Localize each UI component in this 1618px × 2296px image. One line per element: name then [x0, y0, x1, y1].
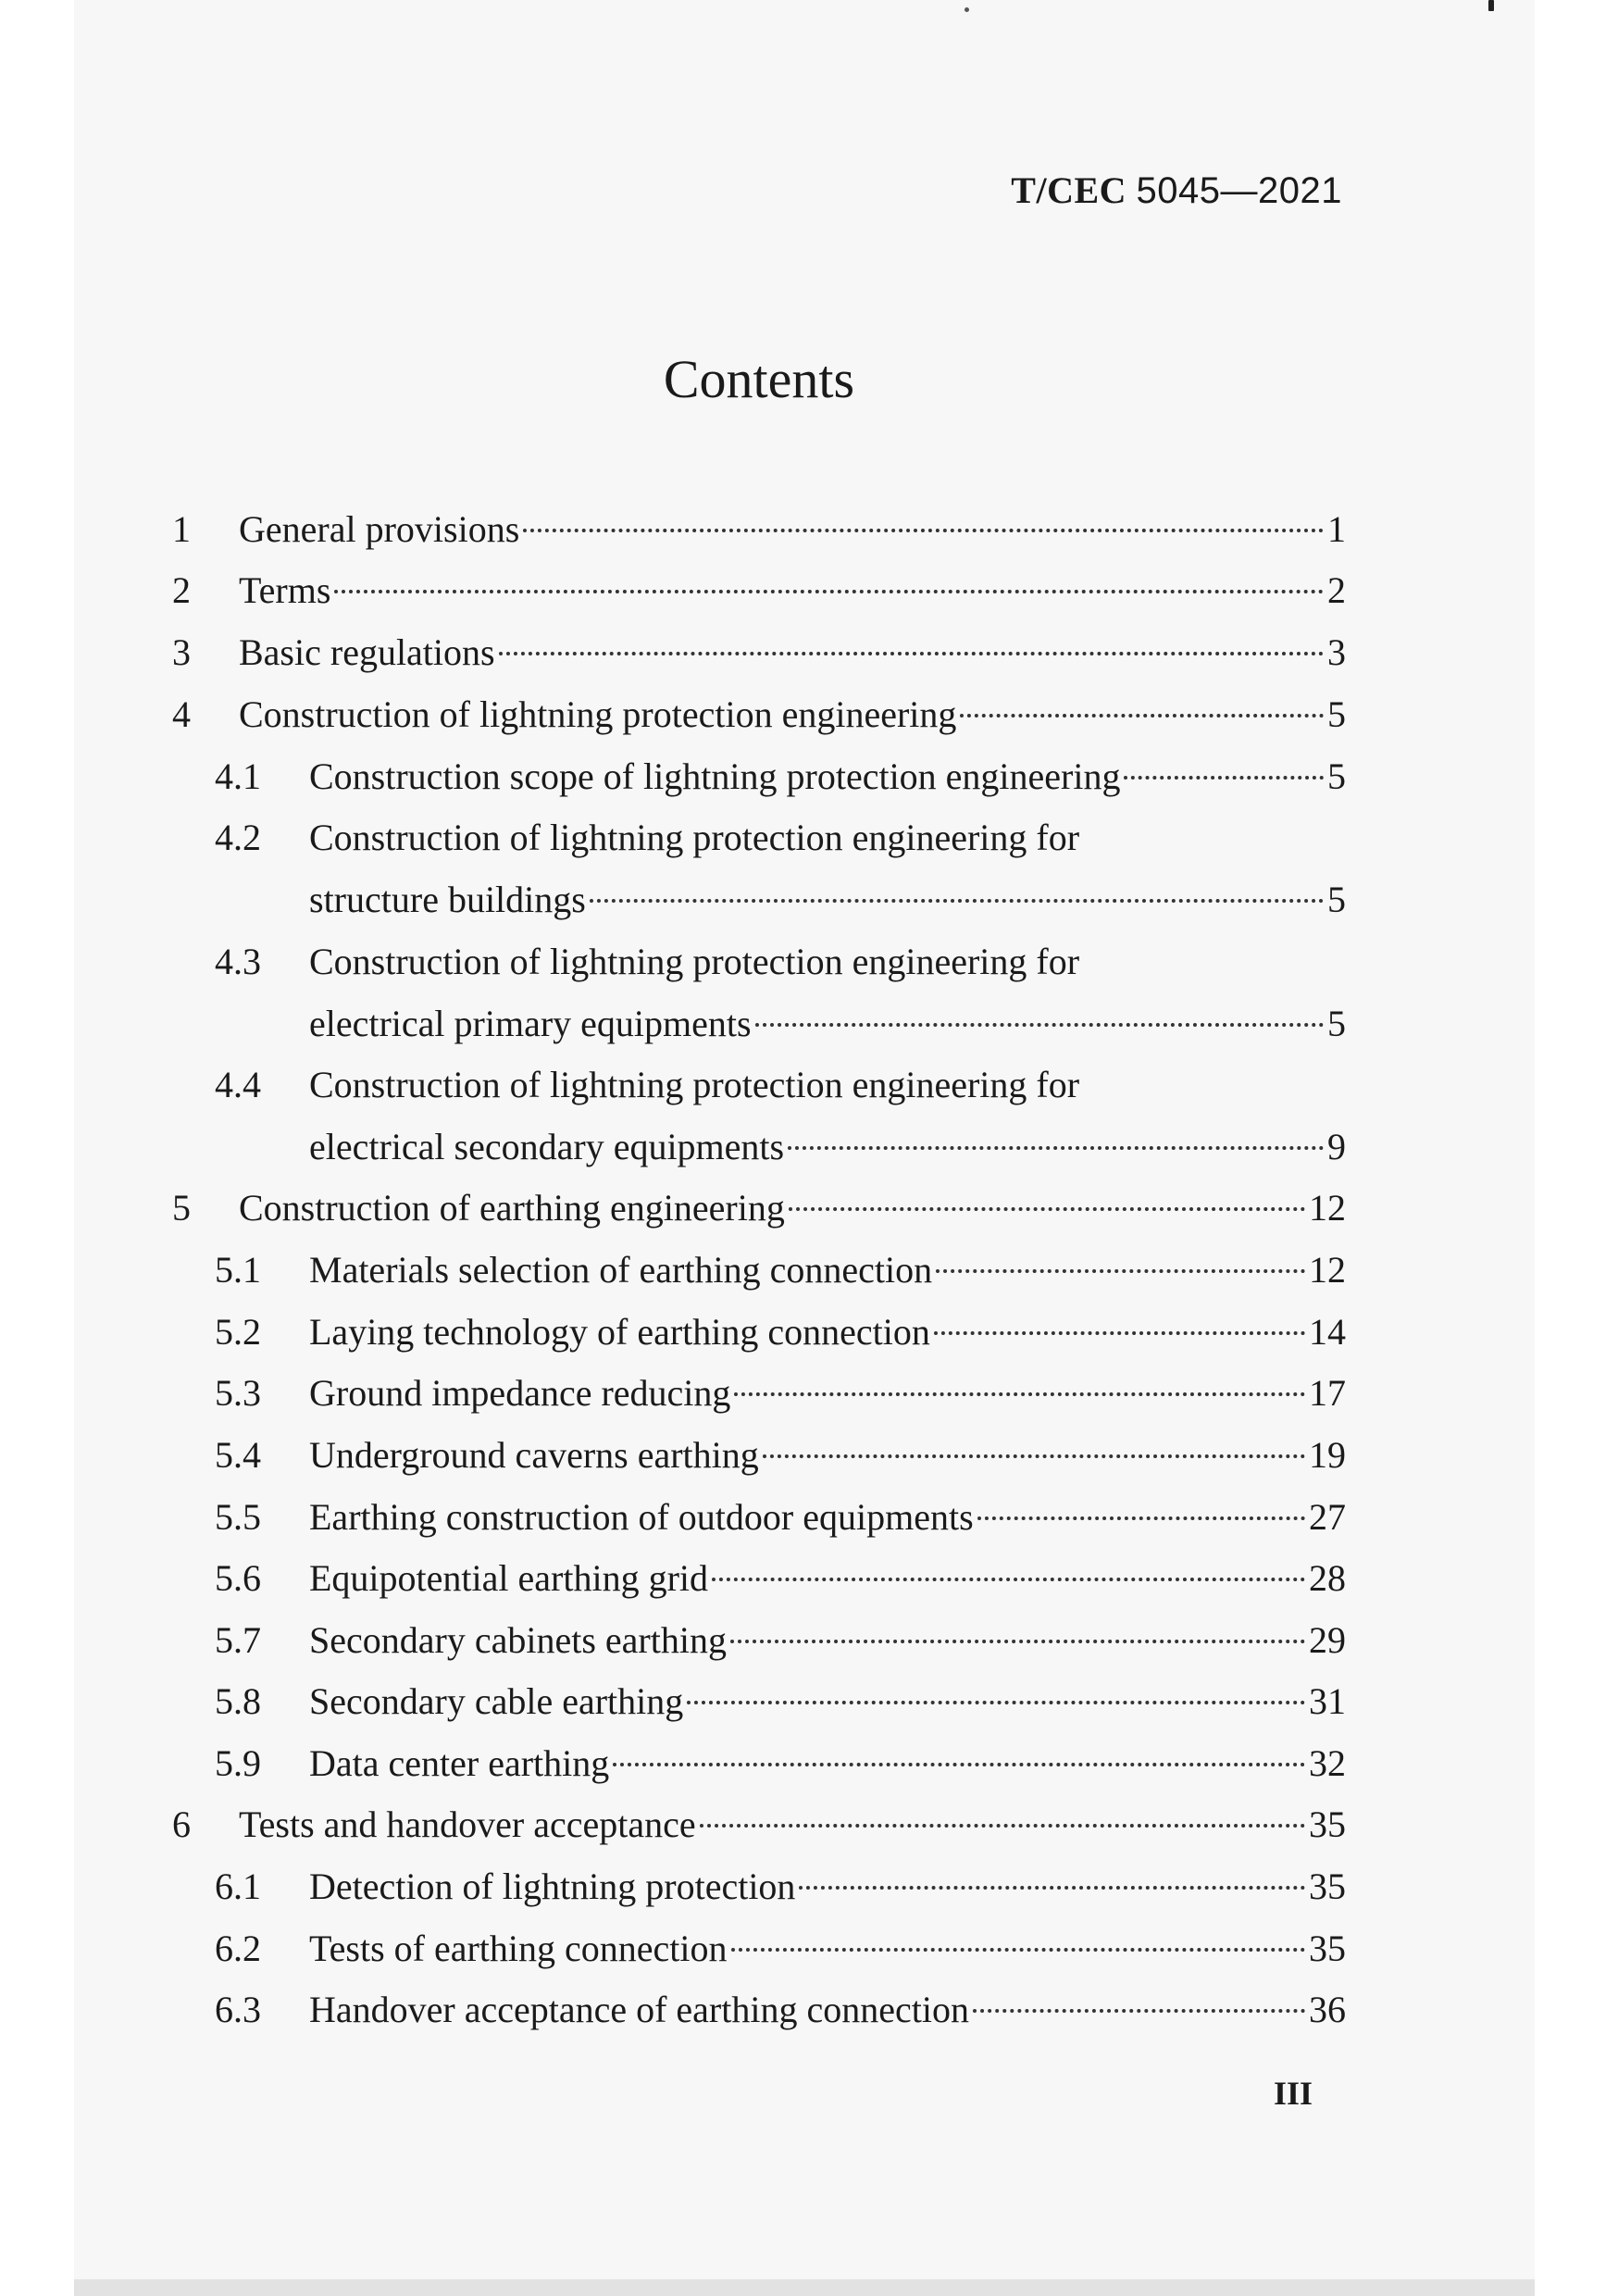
toc-entry-label: Materials selection of earthing connection — [309, 1249, 933, 1291]
toc-entry[interactable] — [215, 1310, 1346, 1356]
toc-entry[interactable] — [172, 1803, 1346, 1849]
toc-entry[interactable] — [215, 755, 1346, 801]
page-margin-right — [1535, 0, 1618, 2296]
toc-entry-label: Data center earthing — [309, 1742, 610, 1784]
toc-entry-number: 5.4 — [215, 1434, 261, 1476]
toc-entry-label: structure buildings — [309, 879, 586, 920]
toc-entry[interactable] — [215, 816, 1346, 862]
toc-entry-label: Laying technology of earthing connection — [309, 1311, 930, 1353]
toc-dot-leader — [936, 1256, 1305, 1273]
toc-dot-leader — [734, 1379, 1305, 1396]
toc-entry-number: 4.4 — [215, 1064, 261, 1105]
toc-entry-number: 6.2 — [215, 1928, 261, 1969]
toc-entry-label: Construction of lightning protection engineering — [239, 693, 957, 735]
toc-entry[interactable] — [215, 1618, 1346, 1665]
toc-entry-label: Tests of earthing connection — [309, 1928, 728, 1969]
toc-entry-number: 5.8 — [215, 1680, 261, 1722]
toc-entry-label: Construction of lightning protection engineering for — [309, 941, 1080, 982]
toc-entry-number: 5.1 — [215, 1249, 261, 1291]
toc-entry-page: 35 — [1309, 1803, 1346, 1845]
toc-entry-label: Handover acceptance of earthing connection — [309, 1989, 969, 2030]
toc-entry-label: Construction of earthing engineering — [239, 1187, 785, 1229]
toc-dot-leader — [613, 1750, 1305, 1766]
toc-entry-label: General provisions — [239, 508, 520, 550]
toc-entry-number: 1 — [172, 508, 191, 550]
toc-entry-continuation[interactable] — [309, 1125, 1346, 1171]
toc-entry-number: 6 — [172, 1803, 191, 1845]
page-title: Contents — [663, 349, 855, 409]
toc-entry-number: 3 — [172, 631, 191, 673]
toc-entry-page: 9 — [1327, 1126, 1346, 1167]
toc-entry-continuation[interactable] — [309, 1002, 1346, 1048]
standard-code — [1011, 168, 1342, 212]
toc-entry[interactable] — [215, 1495, 1346, 1541]
scan-speck — [1488, 0, 1494, 11]
toc-entry[interactable] — [215, 1865, 1346, 1911]
toc-entry-number: 4.1 — [215, 755, 261, 797]
toc-entry-number: 5.7 — [215, 1619, 261, 1661]
toc-dot-leader — [731, 1935, 1305, 1952]
toc-entry-page: 14 — [1309, 1311, 1346, 1353]
toc-dot-leader — [334, 577, 1324, 593]
toc-entry-number: 5.2 — [215, 1311, 261, 1353]
toc-entry-page: 5 — [1327, 693, 1346, 735]
toc-entry-number: 6.1 — [215, 1866, 261, 1907]
toc-entry-page: 35 — [1309, 1866, 1346, 1907]
toc-entry-page: 17 — [1309, 1372, 1346, 1414]
toc-entry[interactable] — [172, 568, 1346, 615]
toc-dot-leader — [523, 516, 1324, 532]
toc-entry[interactable] — [215, 1988, 1346, 2034]
toc-entry-number: 5.6 — [215, 1557, 261, 1599]
toc-entry-number: 6.3 — [215, 1989, 261, 2030]
toc-entry-page: 28 — [1309, 1557, 1346, 1599]
toc-dot-leader — [499, 639, 1324, 655]
toc-entry-label: Construction scope of lightning protection engineering — [309, 755, 1121, 797]
toc-entry-number: 5.3 — [215, 1372, 261, 1414]
toc-entry-page: 19 — [1309, 1434, 1346, 1476]
toc-entry-page: 5 — [1327, 1003, 1346, 1044]
toc-entry[interactable] — [215, 1679, 1346, 1726]
toc-entry[interactable] — [215, 1063, 1346, 1109]
toc-entry[interactable] — [172, 630, 1346, 677]
toc-entry-number: 5 — [172, 1187, 191, 1229]
toc-entry[interactable] — [172, 1186, 1346, 1232]
toc-entry-page: 1 — [1327, 508, 1346, 550]
toc-entry[interactable] — [215, 1927, 1346, 1973]
toc-dot-leader — [934, 1318, 1305, 1335]
toc-dot-leader — [973, 1996, 1305, 2013]
toc-entry-label: Underground caverns earthing — [309, 1434, 759, 1476]
toc-entry[interactable] — [215, 940, 1346, 986]
toc-entry-page: 32 — [1309, 1742, 1346, 1784]
toc-entry[interactable] — [215, 1248, 1346, 1294]
toc-entry-label: Construction of lightning protection engineering for — [309, 1064, 1080, 1105]
toc-entry-number: 2 — [172, 569, 191, 611]
toc-dot-leader — [788, 1133, 1324, 1150]
standard-code-number: 5045—2021 — [1136, 170, 1342, 211]
toc-dot-leader — [763, 1441, 1305, 1458]
toc-entry-page: 29 — [1309, 1619, 1346, 1661]
toc-dot-leader — [799, 1873, 1305, 1890]
toc-entry[interactable] — [215, 1556, 1346, 1603]
page-number: III — [1273, 2075, 1313, 2112]
toc-entry-number: 4.2 — [215, 817, 261, 858]
page-edge-bottom — [74, 2279, 1535, 2296]
toc-dot-leader — [977, 1504, 1305, 1520]
toc-entry-page: 5 — [1327, 879, 1346, 920]
toc-entry-page: 3 — [1327, 631, 1346, 673]
toc-dot-leader — [789, 1194, 1305, 1211]
toc-entry-page: 12 — [1309, 1249, 1346, 1291]
toc-entry-page: 35 — [1309, 1928, 1346, 1969]
toc-dot-leader — [687, 1688, 1305, 1704]
toc-entry-number: 5.5 — [215, 1496, 261, 1538]
toc-entry-page: 31 — [1309, 1680, 1346, 1722]
toc-entry-page: 36 — [1309, 1989, 1346, 2030]
toc-entry-label: Equipotential earthing grid — [309, 1557, 708, 1599]
toc-entry-label: Terms — [239, 569, 331, 611]
toc-entry-label: Detection of lightning protection — [309, 1866, 796, 1907]
toc-dot-leader — [960, 701, 1324, 718]
toc-dot-leader — [755, 1010, 1324, 1027]
toc-entry-label: Construction of lightning protection engineering for — [309, 817, 1080, 858]
toc-entry-number: 5.9 — [215, 1742, 261, 1784]
toc-entry-number: 4 — [172, 693, 191, 735]
toc-entry-label: Ground impedance reducing — [309, 1372, 731, 1414]
standard-code-prefix: T/CEC — [1011, 169, 1137, 211]
toc-entry-number: 4.3 — [215, 941, 261, 982]
toc-dot-leader — [1124, 763, 1324, 780]
toc-entry-label: electrical secondary equipments — [309, 1126, 785, 1167]
toc-dot-leader — [730, 1627, 1305, 1643]
toc-dot-leader — [700, 1811, 1305, 1828]
toc-entry-continuation[interactable] — [309, 878, 1346, 924]
toc-entry-label: Earthing construction of outdoor equipments — [309, 1496, 974, 1538]
toc-entry-label: Basic regulations — [239, 631, 495, 673]
toc-entry-page: 5 — [1327, 755, 1346, 797]
toc-dot-leader — [712, 1565, 1305, 1581]
toc-entry[interactable] — [215, 1433, 1346, 1479]
toc-entry[interactable] — [215, 1741, 1346, 1788]
toc-entry[interactable] — [172, 693, 1346, 739]
toc-entry-label: Secondary cable earthing — [309, 1680, 684, 1722]
toc-entry-page: 12 — [1309, 1187, 1346, 1229]
scan-speck — [965, 7, 969, 12]
toc-entry[interactable] — [215, 1371, 1346, 1417]
toc-entry-page: 27 — [1309, 1496, 1346, 1538]
toc-entry-label: electrical primary equipments — [309, 1003, 752, 1044]
toc-entry-label: Secondary cabinets earthing — [309, 1619, 727, 1661]
toc-entry[interactable] — [172, 507, 1346, 554]
toc-entry-label: Tests and handover acceptance — [239, 1803, 696, 1845]
toc-dot-leader — [590, 886, 1324, 903]
toc-entry-page: 2 — [1327, 569, 1346, 611]
